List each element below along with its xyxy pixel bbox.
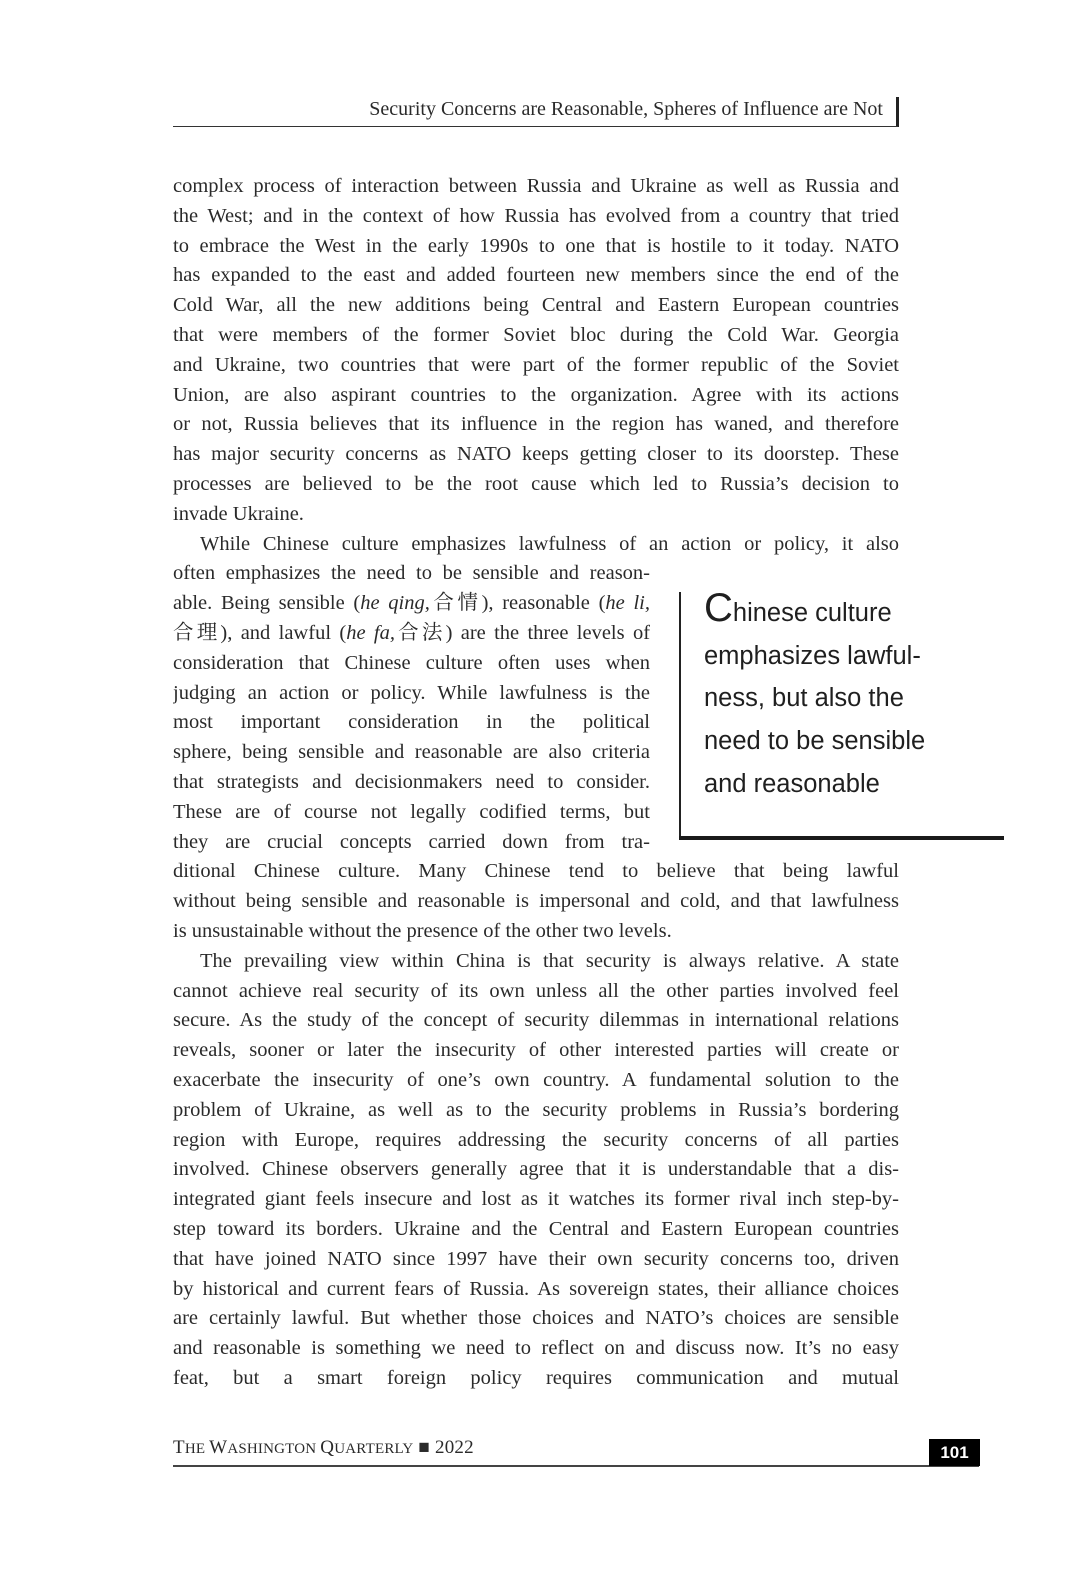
body-line: exacerbate the insecurity of one’s own country. A fundamental solution to the [173, 1069, 899, 1091]
body-text-segment: 合理), and lawful ( [173, 622, 347, 644]
body-line: most important consideration in the political [173, 711, 650, 734]
body-line: integrated giant feels insecure and lost as it watches its former rival inch step-by- [173, 1188, 899, 1211]
body-text-segment: 合情), reasonable ( [429, 592, 606, 615]
body-line: are certainly lawful. But whether those choices and NATO’s choices are sensible [173, 1307, 899, 1330]
body-line: the West; and in the context of how Russia has evolved from a country that tried [173, 204, 899, 227]
pull-quote-line: and reasonable [704, 769, 880, 798]
body-line: processes are believed to be the root cause which led to Russia’s decision to [173, 473, 899, 495]
body-line: that strategists and decisionmakers need to consider. [173, 771, 650, 793]
body-line: secure. As the study of the concept of security dilemmas in international relations [173, 1009, 899, 1032]
footer-year: 2022 [435, 1437, 474, 1458]
body-line: that were members of the former Soviet bloc during the Cold War. Georgia [173, 324, 899, 346]
pull-quote [704, 586, 926, 806]
body-line: has expanded to the east and added fourteen new members since the end of the [173, 264, 899, 287]
body-line: region with Europe, requires addressing the security concerns of all parties [173, 1128, 899, 1151]
body-line: and reasonable is something we need to reflect on and discuss now. It’s no easy [173, 1337, 899, 1360]
body-line: reveals, sooner or later the insecurity of other interested parties will create or [173, 1039, 899, 1062]
footer-text: W [209, 1437, 228, 1458]
body-line: has major security concerns as NATO keeps getting closer to its doorstep. These [173, 443, 899, 466]
body-line: sphere, being sensible and reasonable are also criteria [173, 741, 650, 764]
body-line: feat, but a smart foreign policy requires communication and mutual [173, 1367, 899, 1389]
pull-quote-line: emphasizes lawful- [704, 641, 921, 670]
footer-text: HE [184, 1441, 210, 1457]
body-line: and Ukraine, two countries that were part of the former republic of the Soviet [173, 353, 899, 376]
header-vertical-bar [896, 97, 899, 127]
footer-text: UARTERLY [334, 1441, 414, 1457]
header-rule [173, 126, 898, 127]
pull-quote-line: ness, but also the [704, 684, 904, 713]
footer-text: Q [320, 1437, 335, 1458]
pull-quote-line: need to be sensible [704, 727, 926, 756]
body-line: often emphasizes the need to be sensible and reason- [173, 562, 650, 585]
body-line: to embrace the West in the early 1990s to one that is hostile to it today. NATO [173, 234, 899, 257]
body-line: involved. Chinese observers generally agree that it is understandable that a dis- [173, 1158, 899, 1181]
body-line [173, 589, 650, 617]
running-head-title: Security Concerns are Reasonable, Spheres of Influence are Not [369, 98, 883, 120]
pull-quote-bottom-rule [679, 836, 1004, 840]
body-line: Union, are also aspirant countries to the organization. Agree with its actions [173, 383, 899, 406]
pull-quote-drop-cap: C [704, 586, 733, 630]
pull-quote-line [704, 586, 925, 635]
body-line: Cold War, all the new additions being Central and Eastern European countries [173, 294, 899, 317]
body-line: judging an action or policy. While lawfulness is the [173, 681, 650, 704]
italic-term: he qing, [360, 592, 430, 615]
footer-text: ASHINGTON [227, 1441, 321, 1457]
body-text-segment: able. Being sensible ( [173, 592, 361, 615]
body-line: step toward its borders. Ukraine and the Central and Eastern European countries [173, 1218, 899, 1240]
italic-term: he li, [605, 592, 650, 615]
body-line: invade Ukraine. [173, 502, 304, 525]
page-number: 101 [929, 1439, 980, 1466]
body-line: consideration that Chinese culture often uses when [173, 651, 650, 674]
body-line: that have joined NATO since 1997 have their own security concerns too, driven [173, 1247, 899, 1270]
footer-rule [173, 1465, 979, 1467]
pull-quote-text: hinese culture [732, 599, 892, 627]
body-line: they are crucial concepts carried down from tra- [173, 830, 650, 853]
body-line: is unsustainable without the presence of the other two levels. [173, 920, 672, 942]
italic-term: he fa, [346, 622, 395, 644]
body-line: or not, Russia believes that its influence in the region has waned, and therefore [173, 413, 899, 436]
body-line: problem of Ukraine, as well as to the security problems in Russia’s bordering [173, 1098, 899, 1121]
footer-separator: ■ [413, 1437, 435, 1458]
body-line: While Chinese culture emphasizes lawfulness of an action or policy, it also [200, 532, 899, 555]
body-line: by historical and current fears of Russia. As sovereign states, their alliance choices [173, 1277, 899, 1300]
body-text-segment: 合法) are the three levels of [394, 622, 650, 644]
pull-quote-border [679, 592, 681, 838]
body-line: without being sensible and reasonable is impersonal and cold, and that lawfulness [173, 890, 899, 913]
footer-journal [173, 1437, 474, 1459]
footer-text: T [173, 1437, 185, 1458]
body-line: ditional Chinese culture. Many Chinese tend to believe that being lawful [173, 860, 899, 883]
body-line: These are of course not legally codified terms, but [173, 800, 650, 823]
body-line: complex process of interaction between Russia and Ukraine as well as Russia and [173, 175, 899, 197]
body-line [173, 619, 650, 647]
body-line: The prevailing view within China is that security is always relative. A state [200, 949, 899, 972]
body-line: cannot achieve real security of its own unless all the other parties involved feel [173, 979, 899, 1002]
